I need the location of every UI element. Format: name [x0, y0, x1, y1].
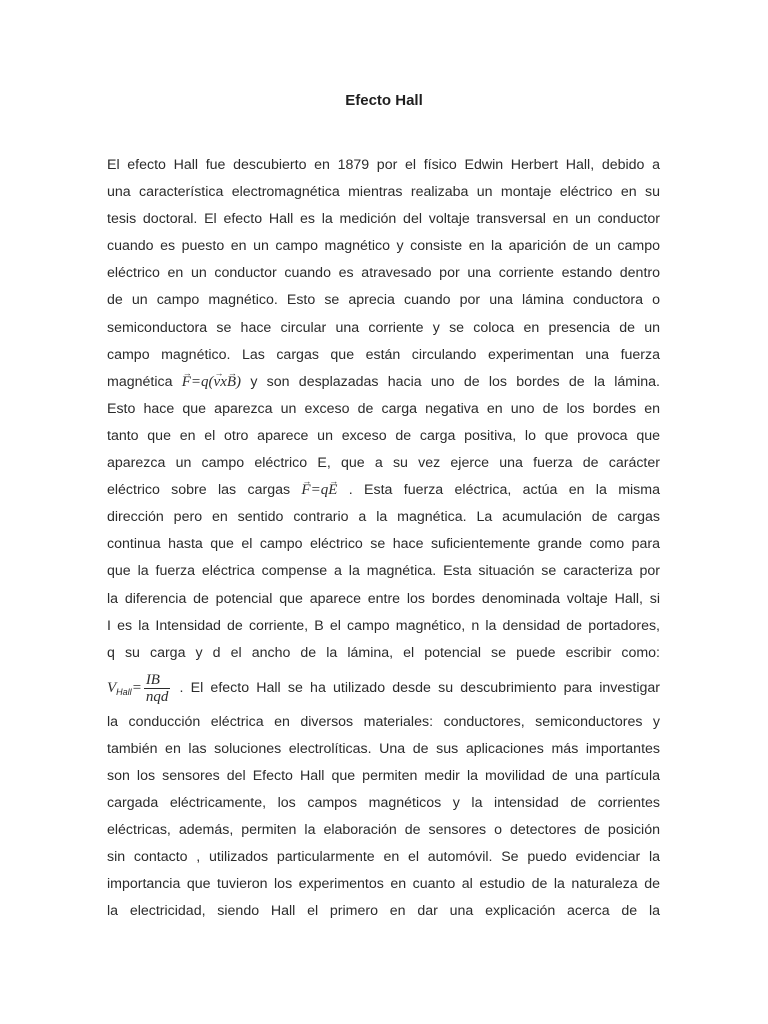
force-vector-symbol: → F [182, 369, 191, 396]
cross-product-symbol: x [220, 373, 227, 390]
text-line: la diferencia de potencial que aparece entre los bordes denominada voltaje Hall, si [107, 590, 660, 607]
text-line: I es la Intensidad de corriente, B el campo magnético, n la densidad de portadores, [107, 617, 660, 634]
fraction-denominator: nqd [145, 688, 169, 705]
text-line: semiconductora se hace circular una corriente y se coloca en presencia de un [107, 319, 660, 336]
text-line: también en las soluciones electrolíticas. Una de sus aplicaciones más importantes [107, 740, 660, 757]
electric-force-formula [301, 482, 337, 498]
electric-force-prefix: eléctrico sobre las cargas [107, 482, 291, 499]
text-line: tanto que en el otro aparece un exceso de carga positiva, lo que provoca que [107, 427, 660, 444]
text-line: cargada eléctricamente, los campos magnéticos y la intensidad de corrientes [107, 795, 660, 812]
text-line: El efecto Hall fue descubierto en 1879 por el físico Edwin Herbert Hall, debido a [107, 157, 660, 173]
text-line: q su carga y d el ancho de la lámina, el potencial se puede escribir como: [107, 644, 660, 661]
magnetic-force-suffix: y son desplazadas hacia uno de los bordes de la lámina. [250, 373, 660, 390]
hall-subscript: Hall [116, 686, 132, 697]
hall-voltage-suffix: . El efecto Hall se ha utilizado desde su descubrimiento para investigar [179, 679, 660, 696]
text-line: sin contacto , utilizados particularmente en el automóvil. Se puedo evidenciar la [107, 849, 660, 866]
hall-voltage-formula [107, 671, 172, 705]
text-line-electric-force [107, 477, 660, 504]
text-line: campo magnético. Las cargas que están circulando experimentan una fuerza [107, 346, 660, 363]
text-line: dirección pero en sentido contrario a la magnética. La acumulación de cargas [107, 509, 660, 526]
page-title: Efecto Hall [345, 92, 423, 109]
electric-field-vector-symbol: → E [328, 477, 337, 504]
lorentz-force-formula [182, 374, 241, 390]
text-line: son los sensores del Efecto Hall que permiten medir la movilidad de una partícula [107, 767, 660, 784]
text-line: que la fuerza eléctrica compense a la magnética. Esta situación se caracteriza por [107, 563, 660, 580]
text-line: cuando es puesto en un campo magnético y consiste en la aparición de un campo [107, 238, 660, 255]
force-vector-symbol: → F [301, 477, 310, 504]
text-line-magnetic-force [107, 369, 660, 396]
voltage-symbol: V [107, 679, 117, 696]
formula-part: =q( [190, 373, 214, 390]
velocity-vector-symbol: → v [214, 369, 221, 396]
electric-force-suffix: . Esta fuerza eléctrica, actúa en la misma [348, 482, 660, 499]
equals-symbol: = [131, 679, 142, 696]
field-vector-symbol: → B [227, 369, 236, 396]
text-line: tesis doctoral. El efecto Hall es la medición del voltaje transversal en un conductor [107, 211, 660, 228]
fraction-numerator: IB [144, 672, 171, 689]
text-line: aparezca un campo eléctrico E, que a su vez ejerce una fuerza de carácter [107, 455, 660, 472]
text-line: eléctrico en un conductor cuando es atravesado por una corriente estando dentro [107, 265, 660, 282]
formula-part: ) [236, 373, 242, 390]
text-line: la conducción eléctrica en diversos materiales: conductores, semiconductores y [107, 713, 660, 730]
text-line: la electricidad, siendo Hall el primero en dar una explicación acerca de la [107, 903, 660, 920]
text-line: una característica electromagnética mientras realizaba un montaje eléctrico en su [107, 184, 660, 201]
text-line: importancia que tuvieron los experimentos en cuanto al estudio de la naturaleza de [107, 876, 660, 893]
magnetic-force-prefix: magnética [107, 373, 173, 390]
text-line: eléctricas, además, permiten la elaboración de sensores o detectores de posición [107, 822, 660, 839]
text-line-hall-voltage [107, 667, 660, 709]
formula-part: =q [310, 482, 329, 499]
text-line: Esto hace que aparezca un exceso de carga negativa en uno de los bordes en [107, 400, 660, 417]
hall-fraction [144, 672, 171, 705]
text-line: continua hasta que el campo eléctrico se hace suficientemente grande como para [107, 536, 660, 553]
text-line: de un campo magnético. Esto se aprecia cuando por una lámina conductora o [107, 292, 660, 309]
body-paragraph [107, 152, 660, 926]
